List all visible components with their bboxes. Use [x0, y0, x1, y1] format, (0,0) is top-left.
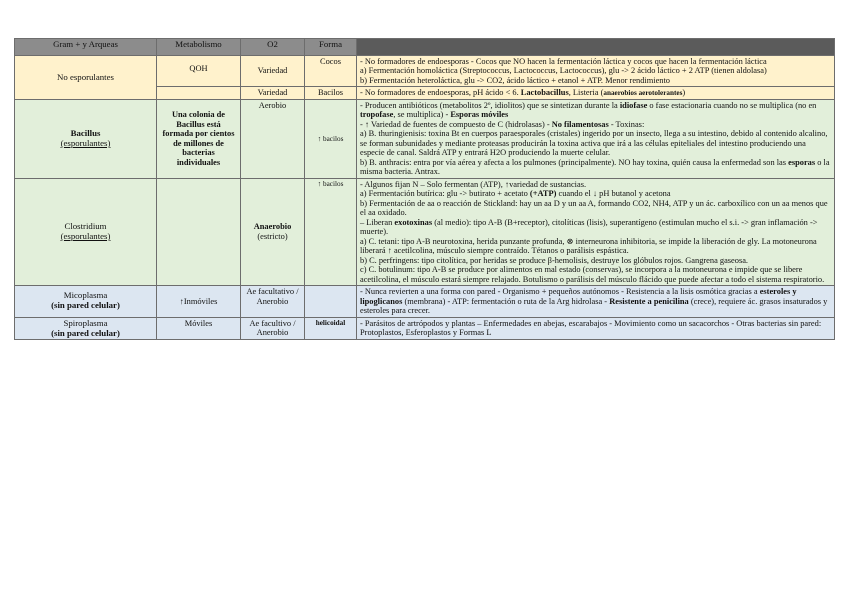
group-subtitle: (sin pared celular) [51, 300, 120, 311]
description-line: a) Fermentación homoláctica (Streptococcus, Lactococcus, Lactococcus), glu -> 2 ácido láctico + 2 ATP (tienen aldolasa) [360, 66, 767, 76]
group-name: Clostridium [64, 221, 107, 232]
description-line: - No formadores de endoesporas - Cocos que NO hacen la fermentación láctica y cocos que hacen la fermentación láctica [360, 57, 767, 66]
o2-cell: Ae facultivo / Anerobio [241, 317, 305, 340]
group-name: Bacillus [70, 127, 101, 138]
metabolismo-cell [157, 178, 241, 285]
metabolismo-cell [157, 87, 241, 99]
metabolismo-cell: QOH [157, 56, 241, 87]
forma-cell [305, 286, 357, 317]
group-name: Micoplasma [63, 290, 108, 301]
o2-cell: Variedad [241, 87, 305, 99]
description-line: b) Fermentación heteroláctica, glu -> CO2, ácido láctico + etanol + ATP. Menor rendimiento [360, 75, 670, 85]
header-metabolismo: Metabolismo [157, 39, 241, 56]
table-row [15, 317, 835, 340]
group-no-esporulantes: No esporulantes [15, 56, 157, 100]
o2-cell: Variedad [241, 56, 305, 87]
table-row [15, 99, 835, 178]
table-header-row [15, 39, 835, 56]
forma-cell: ↑ bacilos [305, 178, 357, 285]
o2-cell: Aerobio [241, 99, 305, 178]
metabolismo-cell: ↑Inmóviles [157, 286, 241, 317]
group-subtitle: (esporulantes) [60, 230, 111, 241]
description-cell: - No formadores de endoesporas, pH ácido < 6. Lactobacillus, Listeria (anaerobios aerotolerantes) [357, 87, 835, 99]
description-cell: - Producen antibióticos (metabolitos 2º, idiolitos) que se sintetizan durante la idiofase o fase estacionaria cuando no se multiplica (no en tropofase, se multiplica) - Esporas móviles - ↑ Variedad de fuentes de compuesto de C (hidrolasas) - No filamentosas - Toxinas: a) B. thuringienisis: toxina Bt en cuerpos paraesporales (cristales) ingerido por un insecto, llega a su intestino, debido al contenido alcalino, se forman subunidades y mediante proteasas producirán la toxina activa que irá a las células epiteliales del intestino produciendo una especie de canal. Saldrá ATP y entrará H2O produciendo la muerte celular. b) B. anthracis: entra por vía aérea y afecta a los pulmones (principalmente). NO hay toxina, quién causa la enfermedad son las esporas o la misma bacteria. Antrax. [357, 99, 835, 178]
group-bacillus [15, 99, 157, 178]
group-spiroplasma [15, 317, 157, 340]
description-cell: - Parásitos de artrópodos y plantas – Enfermedades en abejas, escarabajos - Movimiento como un sacacorchos - Otras bacterias sin pared: Protoplastos, Esferoplastos y Formas L [357, 317, 835, 340]
bacteria-table [14, 38, 835, 340]
forma-cell: Cocos [305, 56, 357, 87]
description-cell: - Nunca revierten a una forma con pared - Organismo + pequeños autónomos - Resistencia a la lisis osmótica gracias a esteroles y lipoglicanos (membrana) - ATP: fermentación o ruta de la Arg hidrolasa - Resistente a penicilina (crece), requiere ác. grasos insaturados y esteroles para crecer. [357, 286, 835, 317]
group-name: Spiroplasma [63, 317, 108, 328]
o2-cell: Ae facultativo / Anerobio [241, 286, 305, 317]
description-cell: - Algunos fijan N – Solo fermentan (ATP), ↑variedad de sustancias. a) Fermentación butírica: glu -> butirato + acetato (+ATP) cuando el ↓ pH butanol y acetona b) Fermentación de aa o reacción de Stickland: hay un aa D y un aa A, formando CO2, NH4, ATP y un ác. carboxílico con un aa menos que el aa oxidado. – Liberan exotoxinas (al medio): tipo A-B (B+receptor), citolíticas (lisis), superantígeno (estimulan mucho el s.i. -> gran inflamación -> muerte). a) C. tetani: tipo A-B neurotoxina, herida punzante profunda, ⊗ interneurona inhibitoria, se impide la liberación de gly. La motoneurona liberará ↑ acetilcolina, músculo siempre contraído. Tétanos o parálisis espástica. b) C. perfringens: tipo citolítica, por heridas se produce β-hemolisis, destruye los glóbulos rojos. Gangrena gaseosa. c) C. botulinum: tipo A-B se produce por alimentos en mal estado (conservas), se incorpora a la motoneurona e impide que se libere acetilcolina, el músculo estará siempre relajado. Botulismo o parálisis del músculo flácido que puede afectar a todo el sistema respiratorio. [357, 178, 835, 285]
forma-cell: ↑ bacilos [305, 99, 357, 178]
table-row [15, 56, 835, 87]
group-micoplasma [15, 286, 157, 317]
table-row [15, 286, 835, 317]
header-description [357, 39, 835, 56]
o2-cell: Anaerobio (estricto) [241, 178, 305, 285]
forma-cell: helicoidal [305, 317, 357, 340]
forma-cell: Bacilos [305, 87, 357, 99]
group-subtitle: (esporulantes) [60, 137, 111, 148]
metabolismo-cell: Una colonia de Bacillus está formada por cientos de millones de bacterias individuales [157, 99, 241, 178]
group-subtitle: (sin pared celular) [51, 327, 120, 338]
metabolismo-cell: Móviles [157, 317, 241, 340]
header-o2: O2 [241, 39, 305, 56]
header-group: Gram + y Arqueas [15, 39, 157, 56]
group-clostridium [15, 178, 157, 285]
header-forma: Forma [305, 39, 357, 56]
description-cell [357, 56, 835, 87]
table-row [15, 178, 835, 285]
